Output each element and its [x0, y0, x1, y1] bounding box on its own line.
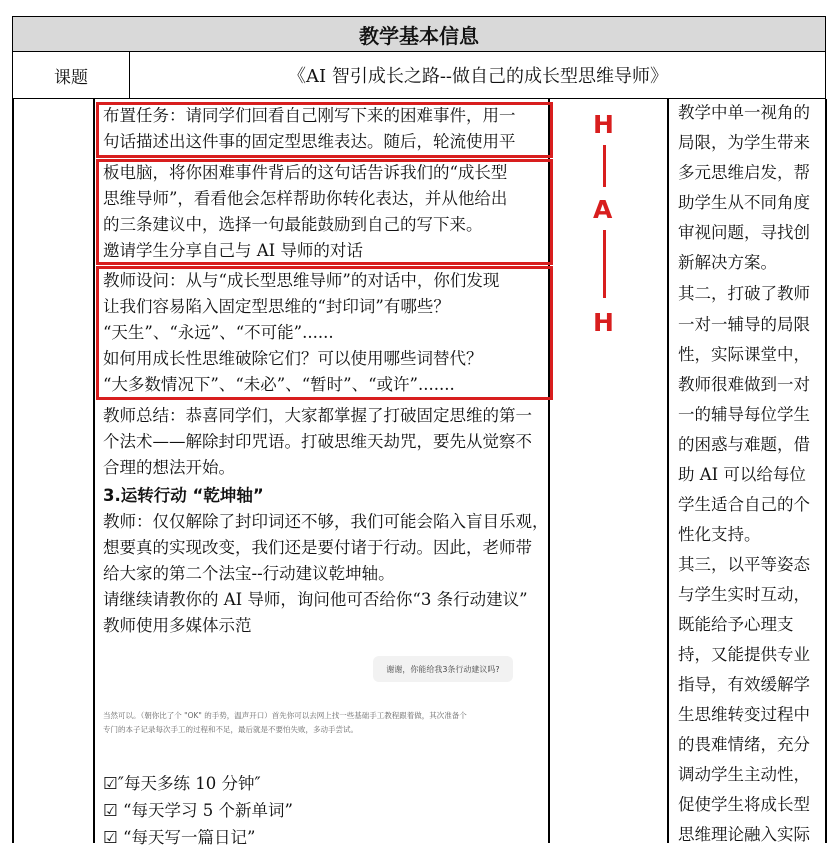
table-left-border [12, 99, 14, 843]
annotation-box-h2 [96, 266, 553, 400]
right-line: 其二，打破了教师 [678, 284, 810, 303]
checklist-item: ☑ “每天写一篇日记” [103, 828, 256, 847]
annotation-box-a [96, 159, 553, 265]
right-line: 持，又能提供专业 [678, 645, 810, 664]
right-line: 调动学生主动性， [678, 765, 810, 784]
main-line: “大多数情况下”、“未必”、“暂时”、“或许”....... [103, 375, 455, 394]
annotation-connector [603, 230, 606, 298]
ai-reply-line: 专门的本子记录每次手工的过程和不足，最后就是不要怕失败，多动手尝试。 [103, 725, 358, 734]
checklist-item: ☑ “每天学习 5 个新单词” [103, 801, 293, 820]
column-divider-right [667, 99, 669, 843]
right-line: 的困惑与难题，借 [678, 435, 810, 454]
right-line: 多元思维启发，帮 [678, 163, 810, 182]
main-line: 句话描述出这件事的固定型思维表达。随后，轮流使用平 [103, 132, 516, 151]
right-line: 局限，为学生带来 [678, 133, 810, 152]
right-line: 生思维转变过程中 [678, 705, 810, 724]
ai-reply-line: 当然可以。（朝你比了个 "OK" 的手势，温声开口）首先你可以去网上找一些基础手工教程跟着做，其次准备个 [103, 711, 467, 720]
main-line: 教师使用多媒体示范 [103, 616, 252, 635]
main-line: 布置任务：请同学们回看自己刚写下来的困难事件，用一 [103, 106, 516, 125]
checklist-item: ☑″每天多练 10 分钟″ [103, 774, 261, 793]
main-line: 请继续请教你的 AI 导师，询问他可否给你“3 条行动建议” [103, 590, 528, 609]
table-right-border [825, 99, 827, 843]
main-line: 邀请学生分享自己与 AI 导师的对话 [103, 241, 363, 260]
right-line: 教学中单一视角的 [678, 103, 810, 122]
main-line: 教师设问：从与“成长型思维导师”的对话中，你们发现 [103, 271, 500, 290]
right-line: 指导，有效缓解学 [678, 675, 810, 694]
right-line: 与学生实时互动， [678, 585, 810, 604]
main-line: “天生”、“永远”、“不可能”...... [103, 323, 334, 342]
table-header [12, 16, 826, 52]
right-line: 促使学生将成长型 [678, 795, 810, 814]
right-line: 思维理论融入实际 [678, 825, 810, 844]
right-line: 性，实际课堂中， [678, 345, 810, 364]
column-divider-left [93, 99, 95, 843]
main-line: 个法术——解除封印咒语。打破思维天劫咒，要先从觉察不 [103, 432, 532, 451]
right-line: 新解决方案。 [678, 253, 777, 272]
topic-label: 课题 [13, 52, 130, 98]
topic-value: 《AI 智引成长之路--做自己的成长型思维导师》 [288, 66, 668, 87]
annotation-connector [603, 145, 606, 187]
chat-question-bubble: 谢谢，你能给我3条行动建议吗? [373, 656, 513, 682]
main-line: 合理的想法开始。 [103, 458, 235, 477]
right-line: 既能给予心理支 [678, 615, 794, 634]
annotation-letter-h-top: H [593, 110, 614, 139]
main-line: 给大家的第二个法宝--行动建议乾坤轴。 [103, 564, 395, 583]
main-line: 思维导师”，看看他会怎样帮助你转化表达，并从他给出 [103, 189, 508, 208]
main-line: 教师：仅仅解除了封印词还不够，我们可能会陷入盲目乐观， [103, 512, 549, 531]
annotation-letter-a: A [593, 195, 613, 224]
right-line: 助 AI 可以给每位 [678, 465, 806, 484]
main-line: 的三条建议中，选择一句最能鼓励到自己的写下来。 [103, 215, 483, 234]
right-line: 其三，以平等姿态 [678, 555, 810, 574]
right-line: 学生适合自己的个 [678, 495, 810, 514]
main-line: 如何用成长性思维破除它们？可以使用哪些词替代？ [103, 349, 483, 368]
main-line: 想要真的实现改变，我们还是要付诸于行动。因此，老师带 [103, 538, 532, 557]
annotation-letter-h-bottom: H [593, 308, 614, 337]
section-heading: 3.运转行动 “乾坤轴” [103, 486, 264, 505]
right-line: 教师很难做到一对 [678, 375, 810, 394]
right-line: 审视问题，寻找创 [678, 223, 810, 242]
topic-row [12, 51, 826, 99]
right-line: 的畏难情绪，充分 [678, 735, 810, 754]
annotation-box-h1 [96, 102, 553, 158]
right-line: 一的辅导每位学生 [678, 405, 810, 424]
header-title: 教学基本信息 [359, 23, 479, 48]
main-line: 让我们容易陷入固定型思维的“封印词”有哪些？ [103, 297, 450, 316]
right-line: 一对一辅导的局限 [678, 315, 810, 334]
right-line: 性化支持。 [678, 525, 761, 544]
main-line: 板电脑，将你困难事件背后的这句话告诉我们的“成长型 [103, 163, 508, 182]
main-line: 教师总结：恭喜同学们，大家都掌握了打破固定思维的第一 [103, 406, 532, 425]
right-line: 助学生从不同角度 [678, 193, 810, 212]
